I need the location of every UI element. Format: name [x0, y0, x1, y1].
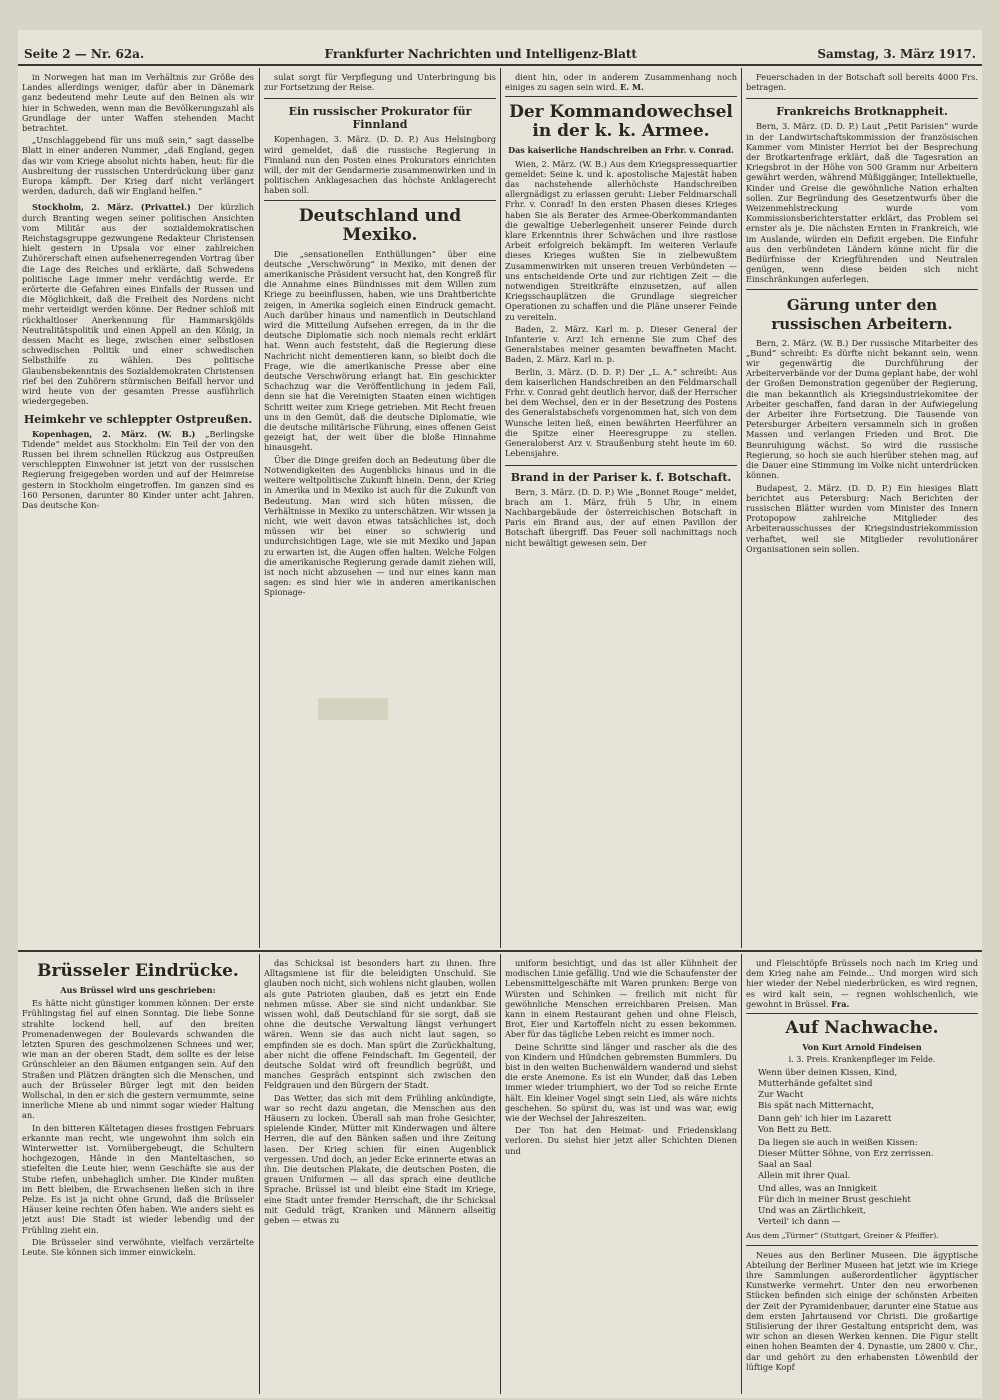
article-text: uniform besichtigt, und das ist aller Kühnheit der modischen Linie gefällig. Und wie die Schaufenster der Lebensmittelgeschäfte mit Waren prunken: Berge von Würsten und Schinken — freilich mit nicht für gewöhnliche Menschen erreichbaren Preisen. Man kann in einem Restaurant gehen und ohne Fleisch, Brot, Eier und Kartoffeln nicht zu essen bekommen. Aber für das tägliche Leben reicht es immer noch.	[505, 958, 737, 1040]
poem-author: Von Kurt Arnold Findeisen	[802, 1042, 922, 1053]
poem-line: Bis spät nach Mitternacht,	[758, 1101, 875, 1112]
article-text: Wien, 2. März. (W. B.) Aus dem Kriegspressequartier gemeldet: Seine k. und k. apostolische Majestät haben das nachstehende allerhöchste Handschreiben allergnädigst zu erlassen geruht: Lieber Feldmarschall Frhr. v. Conrad! In den ersten Phasen dieses Krieges haben Sie als Berater des Armee-Oberkommandanten die gewaltige Ueberlegenheit unserer Feinde durch klare Erkenntnis ihrer Schwächen und ihre rastlose Arbeit erfolgreich bekämpft. Im weiteren Verlaufe dieses Krieges wußten Sie in zielbewußtem Zusammenwirken mit unseren treuen Verbündeten — uns entscheidende Orte und zur richtigen Zeit — die notwendigen Streitkräfte einzusetzen, auf allen Kriegsschauplätzen die Grundlage siegreicher Operationen zu schaffen und die Pläne unserer Feinde zu vereiteln.	[505, 158, 737, 322]
column-rule	[500, 68, 501, 948]
poem-line: Verteil' ich dann —	[758, 1217, 841, 1228]
article-text: Das Wetter, das sich mit dem Frühling ankündigte, war so recht dazu angetan, die Menschen aus den Häusern zu locken. Überall sah man frohe Gesichter, spielende Kinder, Mütter mit Kinderwagen und ältere Herren, die auf den Bänken saßen und ihre Zeitung lasen. Der Krieg schien für einen Augenblick vergessen. Und doch, an jeder Ecke erinnerte etwas an ihn. Die deutschen Plakate, die deutschen Posten, die grauen Uniformen — all das sprach eine deutliche Sprache. Brüssel ist und bleibt eine Stadt im Kriege, eine Stadt unter fremder Herrschaft, die ihr Schicksal mit Geduld trägt, Kranken und Männern allseitig geben — etwas zu	[264, 1092, 496, 1226]
poem-line: Und alles, was an Innigkeit	[758, 1184, 877, 1195]
article-title: Gärung unter den russischen Arbeitern.	[746, 289, 978, 334]
poem-line: Wenn über deinen Kissen, Kind,	[758, 1068, 898, 1079]
poem-line: Dieser Mütter Söhne, von Erz zerrissen.	[758, 1149, 934, 1160]
poem-line: Saal an Saal	[758, 1160, 812, 1171]
article-title: Frankreichs Brotknappheit.	[746, 98, 978, 118]
article-text: und Fleischtöpfe Brüssels noch nach im Krieg und dem Krieg nahe am Feinde... Und morgen wird sich hier wieder der Nebel niederbrücken, es wird regnen, es wird kalt sein, — regnen wohlschenlich, wie gewohnt in Brüssel.	[746, 958, 978, 1009]
section-divider	[18, 950, 982, 952]
article-text: Berlin, 3. März. (D. D. P.) Der „L. A.“ schreibt: Aus dem kaiserlichen Handschreiben an den Feldmarschall Frhr. v. Conrad geht deutlich hervor, daß der Herrscher bei dem Wechsel, den er in der Besetzung des Postens des Generalstabschefs vorgenommen hat, sich von dem Wunsche leiten ließ, einen bewährten Heerführer an die Spitze einer Heeresgruppe zu stellen. Generaloberst Arz v. Straußenburg steht heute im 60. Lebensjahre.	[505, 366, 737, 459]
feuilleton-column-4	[746, 958, 978, 1394]
issue-date: Samstag, 3. März 1917.	[817, 47, 976, 61]
article-text: Die „sensationellen Enthüllungen“ über eine deutsche „Verschwörung“ in Mexiko, mit denen der amerikanische Präsident versucht hat, den Kongreß für die Annahme eines Bündnisses mit dem Willen zum Kriege zu beeinflussen, haben, wie uns Drahtberichte zeigen, in Amerika sogleich einen Eindruck gemacht. Auch darüber hinaus und namentlich in Deutschland wird die Mitteilung Aufsehen erregen, da in ihr die deutsche Diplomatie sich noch niemals recht erklärt hat. Wenn auch feststeht, daß die Regierung diese Nachricht nicht dementieren kann, so bleibt doch die Frage, wie die amerikanische Presse aber eine deutsche Verschwörung erlangt hat. Ein geschickter Schachzug war die Veröffentlichung in jedem Fall, denn sie hat die Vereinigten Staaten einen wichtigen Schritt weiter zum Kriege getrieben. Mit Recht freuen uns in den Gemüt, daß die deutsche Diplomatie, wie die deutsche militärische Führung, eines offenen Geist gezeigt hat, der weit über die bloße Hinnahme hinausgeht.	[264, 248, 496, 453]
article-text: Der kürzlich durch Branting wegen seiner politischen Ansichten vom Militär aus der sozialdemokratischen Reichstagsgruppe gezwungene Redakteur Christensen hielt gestern in Upsala vor einer zahlreichen Zuhörerschaft einen aufsehenerregenden Vortrag über die Lage des Reiches und erklärte, daß Schwedens politische Lage immer mehr verdächtig werde. Er erörterte die Gefahren eines Einfalls der Russen und die Möglichkeit, daß die Freiheit des Nordens nicht mehr verteidigt werden könne. Der Redner schloß mit rückhaltloser Anerkennung für Hammarskjölds Neutralitätspolitik und einen Appell an den König, in dessen Macht es liege, zwischen einer selbstlosen schwedischen Politik und einer schwedischen Selbsthilfe zu wählen. Des politische Glaubensbekenntnis des Sozialdemokraten Christensen rief bei den Zuhörern stürmischen Beifall hervor und wird heute von der gesamten Presse ausführlich wiedergegeben.	[22, 202, 254, 407]
article-subtitle: Das kaiserliche Handschreiben an Frhr. v. Conrad.	[508, 145, 734, 156]
article-text: Der Ton hat den Heimat- und Friedensklang verloren. Du siehst hier jetzt aller Schichten Dienen und	[505, 1125, 737, 1156]
article-text: „Berlingske Tidende“ meldet aus Stockholm: Ein Teil der von den Russen bei ihrem schnellen Rückzug aus Ostpreußen verschleppten Einwohner ist jetzt von der russischen Regierung freigegeben worden und auf der Heimreise gestern in Stockholm eingetroffen. Im ganzen sind es 160 Personen, darunter 80 Kinder unter acht Jahren. Das deutsche Kon-	[22, 428, 254, 510]
poem-line: Und was an Zärtlichkeit,	[758, 1206, 866, 1217]
article-column-2	[264, 72, 496, 946]
poem-line: Da liegen sie auch in weißen Kissen:	[758, 1138, 918, 1149]
poem-line: Allein mit ihrer Qual.	[758, 1171, 851, 1182]
column-rule	[741, 68, 742, 948]
article-subtitle: Aus Brüssel wird uns geschrieben:	[60, 985, 216, 995]
dateline: Kopenhagen, 2. März. (W. B.)	[32, 428, 196, 439]
article-text: Über die Dinge greifen doch an Bedeutung über die Notwendigkeiten des Augenblicks hinaus und in die weitere weltpolitische Zukunft hinein. Denn, der Krieg in Amerika und in Mexiko ist auch für die Zukunft von Bedeutung. Man wird sich hüten müssen, die Verhältnisse in Mexiko zu unterschätzen. Wir wissen ja nicht, wie weit davon etwas tatsächliches ist, doch müssen wir bei einer so schwierig und undurchsichtigen Lage, wie sie mit Mexiko und Japan zu erwarten ist, die Augen offen halten. Welche Folgen die amerikanische Regierung gerade damit ziehen will, ist noch nicht abzusehen — und nur eines kann man sagen: es sind hier wie in anderen amerikanischen Spionage-	[264, 454, 496, 598]
article-text: Deine Schritte sind länger und rascher als die des von Kindern und Hündchen gebremsten Bummlers. Du bist in den weiten Buchenwäldern wandernd und siehst die erste Anemone. Es ist ein Wunder, daß das Leben immer wieder triumphiert, wo der Tod so reiche Ernte hält. Ein kleiner Vogel singt sein Lied, als wäre nichts geschehen. So spürst du, was ist und was war, ewig wie der Wechsel der Jahreszeiten.	[505, 1041, 737, 1124]
poem-source: Aus dem „Türmer“ (Stuttgart, Greiner & Pfeiffer).	[746, 1231, 939, 1241]
column-rule	[259, 68, 260, 948]
poem-stanza	[758, 1184, 978, 1228]
poem-author-note: i. 3. Preis. Krankenpfleger im Felde.	[788, 1055, 936, 1065]
poem-line: Für dich in meiner Brust geschieht	[758, 1195, 911, 1206]
poem-title: Auf Nachwache.	[746, 1013, 978, 1038]
article-title: Heimkehr ve schleppter Ostpreußen.	[23, 412, 253, 426]
article-text: Neues aus den Berliner Museen. Die ägyptische Abteilung der Berliner Museen hat jetzt wie im Kriege ihre Sammlungen außerordentlicher ägyptischer Kunstwerke vermehrt. Unter den neu erworbenen Stücken befinden sich einige der schönsten Arbeiten der Zeit der Pyramidenbauer, darunter eine Statue aus dem ersten Jahrtausend vor Christi. Die großartige Stilisierung der ihrer Gestaltung entspricht dem, was wir schon an diesen Werken kennen. Die Figur stellt einen hohen Beamten der 4. Dynastie, um 2800 v. Chr., dar und gehört zu den erhabensten Löwenbild der lüftige Kopf	[746, 1245, 978, 1372]
page-number: Seite 2 — Nr. 62a.	[24, 47, 145, 61]
column-rule	[259, 954, 260, 1394]
article-text: Die Brüsseler sind verwöhnte, vielfach verzärtelte Leute. Sie können sich immer einwickeln.	[22, 1236, 254, 1258]
article-text: Baden, 2. März. Karl m. p. Dieser General der Infanterie v. Arz! Ich ernenne Sie zum Chef des Generalstabes meiner gesamten bewaffneten Macht. Baden, 2. März. Karl m. p.	[505, 323, 737, 365]
newspaper-page	[18, 30, 982, 1398]
masthead-title: Frankfurter Nachrichten und Intelligenz-Blatt	[324, 47, 637, 61]
article-text: dient hin, oder in anderem Zusammenhang noch einiges zu sagen sein wird.	[505, 72, 737, 93]
article-paragraph: in Norwegen hat man im Verhältnis zur Größe des Landes allerdings weniger, dafür aber in Dänemark ganz bedeutend mehr Leute auf den Beinen als wir hier in Schweden, wenn man die Bevölkerungszahl als Grundlage der unter Waffen stehenden Macht betrachtet.	[22, 72, 254, 134]
column-rule	[500, 954, 501, 1394]
poem-stanza	[758, 1068, 978, 1112]
signature: Fra.	[831, 998, 850, 1009]
article-column-1	[22, 72, 254, 946]
feuilleton-column-2	[264, 958, 496, 1394]
article-text: Bern, 3. März. (D. D. P.) Laut „Petit Parisien“ wurde in der Landwirtschaftskommission der französischen Kammer vom Minister Herriot bei der Besprechung der Brotkartenfrage erklärt, daß die Tagesration an Kriegsbrot in der Höhe von 500 Gramm nur Arbeitern gewährt werden, während Müßiggänger, Intellektuelle, Kinder und Greise die gewöhnliche Nation erhalten sollen. Zur Begründung des Gesetzentwurfs über die Weizenmehlstreckung wurde vom Kommissionsberichterstatter erklärt, das Problem sei ernster als je. Die nächsten Ernten in Frankreich, wie im Auslande, würden ein Defizit ergeben. Die Einfuhr aus den verbündeten Ländern könne nicht für die Bedürfnisse der Kriegführenden und Neutralen genügen, wenn diese beiden sich nicht Einschränkungen auferlegen.	[746, 121, 978, 285]
article-column-3	[505, 72, 737, 946]
article-title: Der Kommandowechsel in der k. k. Armee.	[505, 96, 737, 141]
article-text: Bern, 3. März. (D. D. P.) Wie „Bonnet Rouge“ meldet, brach am 1. März, früh 5 Uhr, in einem Nachbargebäude der österreichischen Botschaft in Paris ein Brand aus, der auf einen Pavillon der Botschaft übergriff. Das Feuer soll nachmittags noch nicht bewältigt gewesen sein. Der	[505, 486, 737, 548]
poem-stanza	[758, 1138, 978, 1182]
article-text: das Schicksal ist besonders hart zu ihnen. Ihre Alltagsmiene ist für die beleidigten Unschuld. Sie glauben noch nicht, sich wohlens nicht glauben, wollen als gute Patrioten glauben, daß es jetzt ein Ende nehmen müsse. Aber sie sind nicht undankbar. Sie wissen wohl, daß Deutschland für sie sorgt, daß sie ohne die deutsche Verwaltung längst verhungert wären. Wenn sie das auch nicht laut sagen, so empfinden sie es doch. Man spürt die Zurückhaltung, aber nicht die offene Feindschaft. Im Gegenteil, der deutsche Soldat wird oft freundlich begrüßt, und manches Gespräch entspinnt sich zwischen den Feldgrauen und den Bürgern der Stadt.	[264, 958, 496, 1091]
article-text: Budapest, 2. März. (D. D. P.) Ein hiesiges Blatt berichtet aus Petersburg: Nach Berichten der russischen Blätter wurden vom Minister des Innern Protopopow zahlreiche Mitglieder des Arbeiterausschusses der Kriegsindustriekommission verhaftet, weil sie Mitglieder revolutionärer Organisationen sein sollen.	[746, 482, 978, 554]
poem-line: Mutterhände gefaltet sind	[758, 1079, 873, 1090]
article-column-4	[746, 72, 978, 946]
dateline: Stockholm, 2. März. (Privattel.)	[32, 202, 191, 213]
page-header	[18, 44, 982, 66]
article-paragraph: „Unschlaggebend für uns muß sein,“ sagt dasselbe Blatt in einer anderen Nummer, „daß England, gegen das wir vom Kriege absolut nichts haben, heut: für die Ausbreitung der russischen Unterdrückung über ganz Europa kämpft. Der Krieg darf nicht verlängert werden, dadurch, daß wir England helfen.“	[22, 135, 254, 197]
article-text: Es hätte nicht günstiger kommen können: Der erste Frühlingstag fiel auf einen Sonntag. Die liebe Sonne strahlte lockend hell, auf den breiten Promenadenwegen der Boulevards schwanden die letzten Spuren des geschmolzenen Schnees und wer, wie man an der oberen Stadt, dem sollte es der leise Grünschleier an den Bäumen entgangen sein. Auf den Straßen und Plätzen drängten sich die Menschen, und auch der Brüsseler Bürger legt mit den beiden Wollschal, in den er sich die gestern vermummte, seine innerliche Miene ab und nimmt sogar wieder Haltung an.	[22, 998, 254, 1121]
feuilleton-column-3	[505, 958, 737, 1394]
poem-stanza	[758, 1114, 978, 1136]
article-paragraph: sulat sorgt für Verpflegung und Unterbringung bis zur Fortsetzung der Reise.	[264, 72, 496, 93]
column-rule	[741, 954, 742, 1394]
article-title: Brand in der Pariser k. f. Botschaft.	[505, 465, 737, 484]
article-title: Brüsseler Eindrücke.	[37, 961, 239, 981]
poem-line: Von Bett zu Bett.	[758, 1125, 832, 1136]
article-text: Bern, 2. März. (W. B.) Der russische Mitarbeiter des „Bund“ schreibt: Es dürfte nicht bekannt sein, wenn wir gegenwärtig die Durchführung der Arbeiterverbände vor der Duma geplant habe, der wohl der Großen Demonstration gegenüber der Regierung, die man bekanntlich als Kriegsindustriekomitee der Arbeiter geschaffen, fand daran in der Aufwiegelung der Arbeiter ihre Fortsetzung. Die Tausende von Petersburger Arbeitern versammeln sich in großen Massen und verlangen Frieden und Brot. Die Beunruhigung wächst. So wird die russische Regierung, so hoch sie auch hierüber stehen mag, auf die Dauer eine Stimmung im Volke nicht unterdrücken können.	[746, 337, 978, 481]
article-title: Ein russischer Prokurator für Finnland	[264, 98, 496, 131]
article-text: Kopenhagen, 3. März. (D. D. P.) Aus Helsingborg wird gemeldet, daß die russische Regierung in Finnland nun den Posten eines Prokurators einrichten will, der mit der Gendarmerie zusammenwirken und in politischen Anklagesachen das höchste Anklagerecht haben soll.	[264, 134, 496, 196]
signature: E. M.	[620, 82, 644, 93]
article-title: Deutschland und Mexiko.	[264, 200, 496, 245]
poem-line: Zur Wacht	[758, 1090, 804, 1101]
poem-line: Dann geh' ich hier im Lazarett	[758, 1114, 892, 1125]
article-text: In den bitteren Kältetagen dieses frostigen Februars erkannte man recht, wie ungewohnt ihm solch ein Winterwetter ist. Vornübergebeugt, die Schultern hochgezogen, Hände in den Manteltaschen, so stiefelten die Leute hier, wenn Geschäfte sie aus der Stube riefen, unbehaglich umher. Die Kinder mußten im Bett bleiben, die Erwachsenen ließen sich in ihre Pelze. Es ist ja nicht ohne Grund, daß die Brüsseler Häuser keine rechten Öfen haben. Wie anders sieht es jetzt aus! Die Stadt ist wieder lebendig und der Frühling zieht ein.	[22, 1122, 254, 1235]
feuilleton-column-1	[22, 958, 254, 1394]
article-paragraph: Feuerschaden in der Botschaft soll bereits 4000 Frs. betragen.	[746, 72, 978, 93]
library-stamp	[318, 698, 388, 720]
